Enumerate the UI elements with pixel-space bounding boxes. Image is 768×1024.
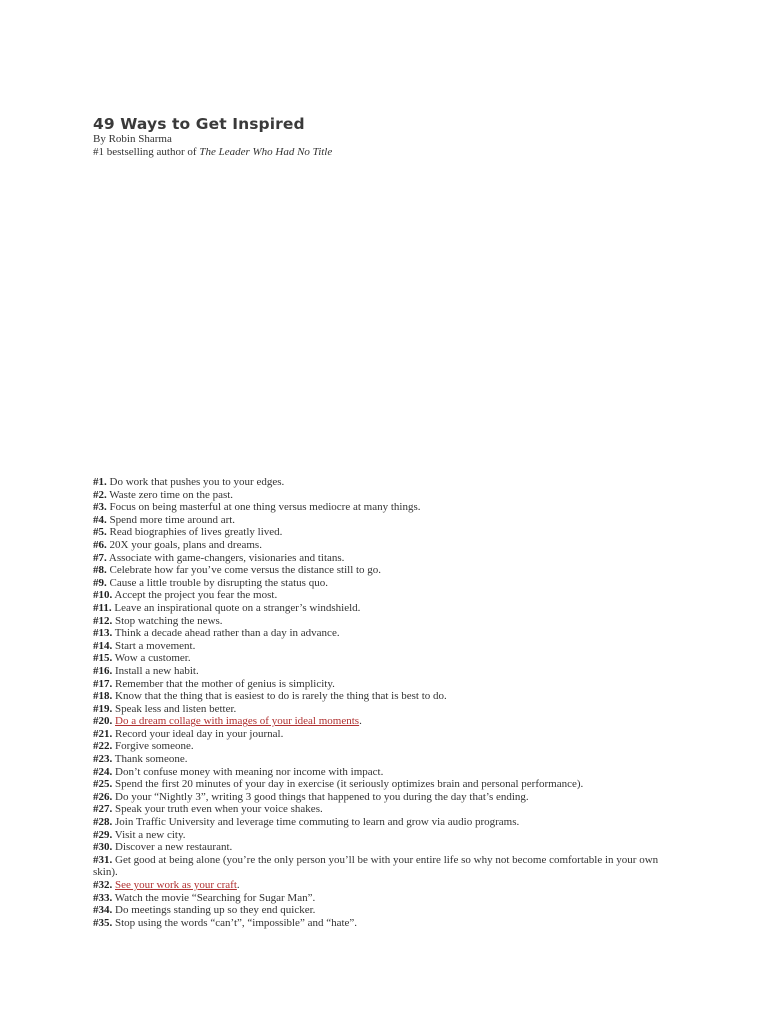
item-number: #16. <box>93 664 113 677</box>
item-number: #29. <box>93 828 113 841</box>
list-item <box>93 577 673 590</box>
item-text: Speak your truth even when your voice shakes. <box>112 803 323 816</box>
item-number: #2. <box>93 488 107 501</box>
item-number: #17. <box>93 677 113 690</box>
item-text: Leave an inspirational quote on a stranger’s windshield. <box>111 601 361 614</box>
list-item <box>93 703 673 716</box>
tips-list <box>93 476 673 929</box>
item-text: Forgive someone. <box>112 740 194 753</box>
list-item <box>93 652 673 665</box>
item-text: Stop using the words “can’t”, “impossible” and “hate”. <box>112 916 358 929</box>
list-item <box>93 841 673 854</box>
list-item <box>93 753 673 766</box>
item-text: Read biographies of lives greatly lived. <box>106 526 283 539</box>
item-number: #19. <box>93 702 113 715</box>
book-title: The Leader Who Had No Title <box>199 146 333 158</box>
item-text: Associate with game-changers, visionaries and titans. <box>106 551 345 564</box>
item-number: #23. <box>93 753 113 766</box>
item-text: Start a movement. <box>112 639 196 652</box>
item-text: Celebrate how far you’ve come versus the distance still to go. <box>106 564 382 577</box>
item-text: Know that the thing that is easiest to do is rarely the thing that is best to do. <box>112 690 447 703</box>
item-number: #1. <box>93 476 107 488</box>
item-number: #15. <box>93 652 113 665</box>
author-credentials <box>93 146 733 159</box>
list-item <box>93 917 673 930</box>
item-number: #22. <box>93 740 113 753</box>
item-text: Stop watching the news. <box>112 614 223 627</box>
item-text: Accept the project you fear the most. <box>112 589 278 602</box>
author-byline: By Robin Sharma <box>93 133 172 145</box>
item-text: Speak less and listen better. <box>112 702 237 715</box>
item-number: #12. <box>93 614 113 627</box>
list-item <box>93 589 673 602</box>
item-number: #20. <box>93 715 113 728</box>
item-text: Watch the movie “Searching for Sugar Man”. <box>112 891 316 904</box>
item-text: Don’t confuse money with meaning nor income with impact. <box>112 765 384 778</box>
list-item <box>93 615 673 628</box>
item-number: #31. <box>93 853 113 866</box>
item-link[interactable]: See your work as your craft <box>115 879 237 891</box>
item-number: #30. <box>93 841 113 854</box>
item-link[interactable]: Do a dream collage with images of your ideal moments <box>115 715 360 728</box>
item-text: Spend more time around art. <box>106 513 236 526</box>
list-item <box>93 501 673 514</box>
list-item <box>93 854 673 879</box>
list-item <box>93 678 673 691</box>
list-item <box>93 803 673 816</box>
list-item <box>93 715 673 728</box>
item-number: #26. <box>93 790 113 803</box>
item-text: Discover a new restaurant. <box>112 841 233 854</box>
item-number: #34. <box>93 904 113 917</box>
item-text: Do your “Nightly 3”, writing 3 good things that happened to you during the day that’s ending. <box>112 790 529 803</box>
list-item <box>93 640 673 653</box>
item-text: Visit a new city. <box>112 828 186 841</box>
item-text: Do work that pushes you to your edges. <box>106 476 285 488</box>
list-item <box>93 778 673 791</box>
item-text: Waste zero time on the past. <box>106 488 234 501</box>
item-text-suffix: . <box>359 715 362 728</box>
item-number: #8. <box>93 564 107 577</box>
list-item <box>93 627 673 640</box>
item-text: Think a decade ahead rather than a day in advance. <box>112 627 340 640</box>
list-item <box>93 564 673 577</box>
list-item <box>93 892 673 905</box>
list-item <box>93 791 673 804</box>
list-item <box>93 602 673 615</box>
item-number: #14. <box>93 639 113 652</box>
list-item <box>93 690 673 703</box>
item-number: #18. <box>93 690 113 703</box>
item-text: Get good at being alone (you’re the only person you’ll be with your entire life so why not become comfortable in your own skin). <box>93 853 659 879</box>
item-text: Record your ideal day in your journal. <box>112 727 284 740</box>
item-number: #13. <box>93 627 113 640</box>
list-item <box>93 904 673 917</box>
list-item <box>93 514 673 527</box>
item-number: #6. <box>93 538 107 551</box>
document-title: 49 Ways to Get Inspired <box>93 115 305 133</box>
item-number: #5. <box>93 526 107 539</box>
item-number: #24. <box>93 765 113 778</box>
list-item <box>93 476 673 489</box>
item-number: #28. <box>93 816 113 829</box>
list-item <box>93 489 673 502</box>
item-number: #33. <box>93 891 113 904</box>
list-item <box>93 526 673 539</box>
list-item <box>93 740 673 753</box>
item-number: #10. <box>93 589 113 602</box>
item-text: Do meetings standing up so they end quicker. <box>112 904 316 917</box>
item-number: #4. <box>93 513 107 526</box>
item-text: Spend the first 20 minutes of your day in exercise (it seriously optimizes brain and personal performance). <box>112 778 584 791</box>
list-item <box>93 829 673 842</box>
item-number: #11. <box>93 601 112 614</box>
item-text-suffix: . <box>236 879 240 891</box>
list-item <box>93 879 673 892</box>
item-text: Focus on being masterful at one thing versus mediocre at many things. <box>106 501 421 514</box>
list-item <box>93 552 673 565</box>
item-number: #35. <box>93 916 113 929</box>
item-number: #21. <box>93 727 113 740</box>
item-text: Cause a little trouble by disrupting the status quo. <box>106 576 328 589</box>
item-text: Wow a customer. <box>112 652 191 665</box>
list-item <box>93 766 673 779</box>
item-number: #32. <box>93 879 113 891</box>
item-text: Remember that the mother of genius is simplicity. <box>112 677 335 690</box>
item-text: Thank someone. <box>112 753 188 766</box>
list-item <box>93 539 673 552</box>
item-text: Install a new habit. <box>112 664 199 677</box>
author-prefix: #1 bestselling author of <box>93 146 200 158</box>
item-number: #25. <box>93 778 113 791</box>
item-number: #27. <box>93 803 113 816</box>
item-text: 20X your goals, plans and dreams. <box>106 538 262 551</box>
list-item <box>93 816 673 829</box>
list-item <box>93 728 673 741</box>
item-number: #7. <box>93 551 107 564</box>
document-page <box>93 115 733 929</box>
item-number: #9. <box>93 576 107 589</box>
list-item <box>93 665 673 678</box>
item-text: Join Traffic University and leverage time commuting to learn and grow via audio programs. <box>112 816 520 829</box>
item-number: #3. <box>93 501 107 514</box>
